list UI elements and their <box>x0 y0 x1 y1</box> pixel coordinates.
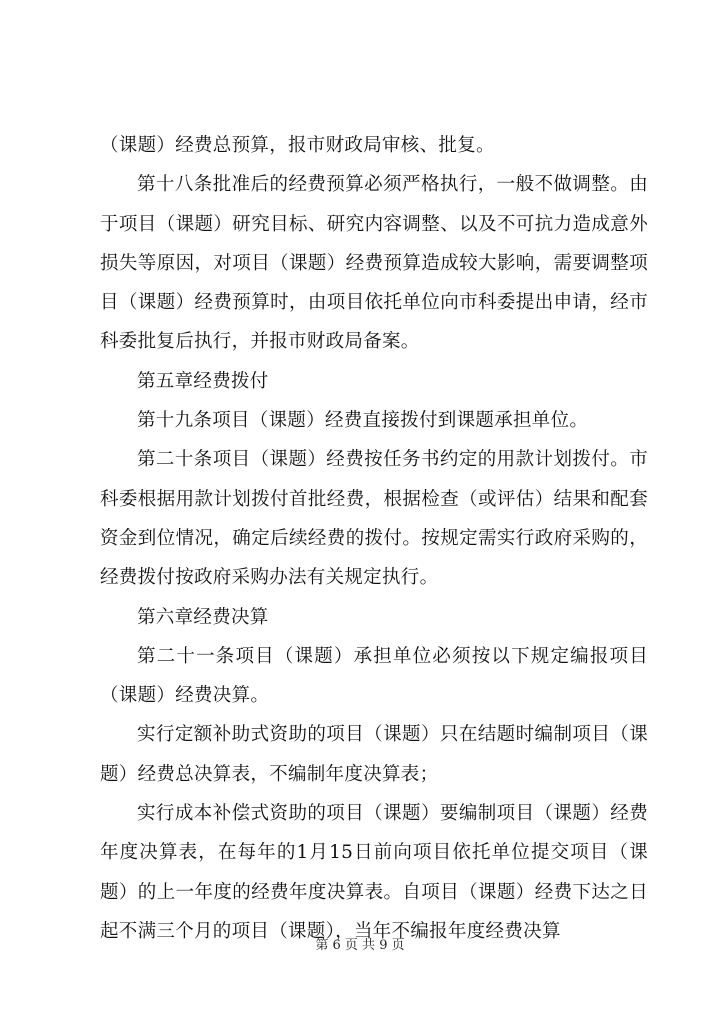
paragraph-article-19: 第十九条项目（课题）经费直接拨付到课题承担单位。 <box>137 410 589 432</box>
page-footer: 第 6 页 共 9 页 <box>315 938 405 953</box>
document-body <box>100 126 648 951</box>
paragraph-article-21: 第二十一条项目（课题）承担单位必须按以下规定编报项目（课题）经费决算。 <box>100 645 648 707</box>
paragraph-cost-compensation: 实行成本补偿式资助的项目（课题）要编制项目（课题）经费年度决算表，在每年的1月15日前向项目依托单位提交项目（课题）的上一年度的经费年度决算表。自项目（课题）经费下达之日起不满三个月的项目（课题），当年不编报年度经费决算 <box>100 803 648 942</box>
paragraph-article-18: 第十八条批准后的经费预算必须严格执行，一般不做调整。由于项目（课题）研究目标、研究内容调整、以及不可抗力造成意外损失等原因，对项目（课题）经费预算造成较大影响，需要调整项目（课题）经费预算时，由项目依托单位向市科委提出申请，经市科委批复后执行，并报市财政局备案。 <box>100 174 648 353</box>
paragraph-article-20: 第二十条项目（课题）经费按任务书约定的用款计划拨付。市科委根据用款计划拨付首批经费，根据检查（或评估）结果和配套资金到位情况，确定后续经费的拨付。按规定需实行政府采购的，经费拨付按政府采购办法有关规定执行。 <box>100 449 648 589</box>
chapter-heading-6: 第六章经费决算 <box>137 606 269 628</box>
chapter-heading-5: 第五章经费拨付 <box>137 370 269 392</box>
paragraph-budget-approval: （课题）经费总预算，报市财政局审核、批复。 <box>100 135 495 156</box>
paragraph-fixed-subsidy: 实行定额补助式资助的项目（课题）只在结题时编制项目（课题）经费总决算表，不编制年度决算表； <box>100 724 648 785</box>
